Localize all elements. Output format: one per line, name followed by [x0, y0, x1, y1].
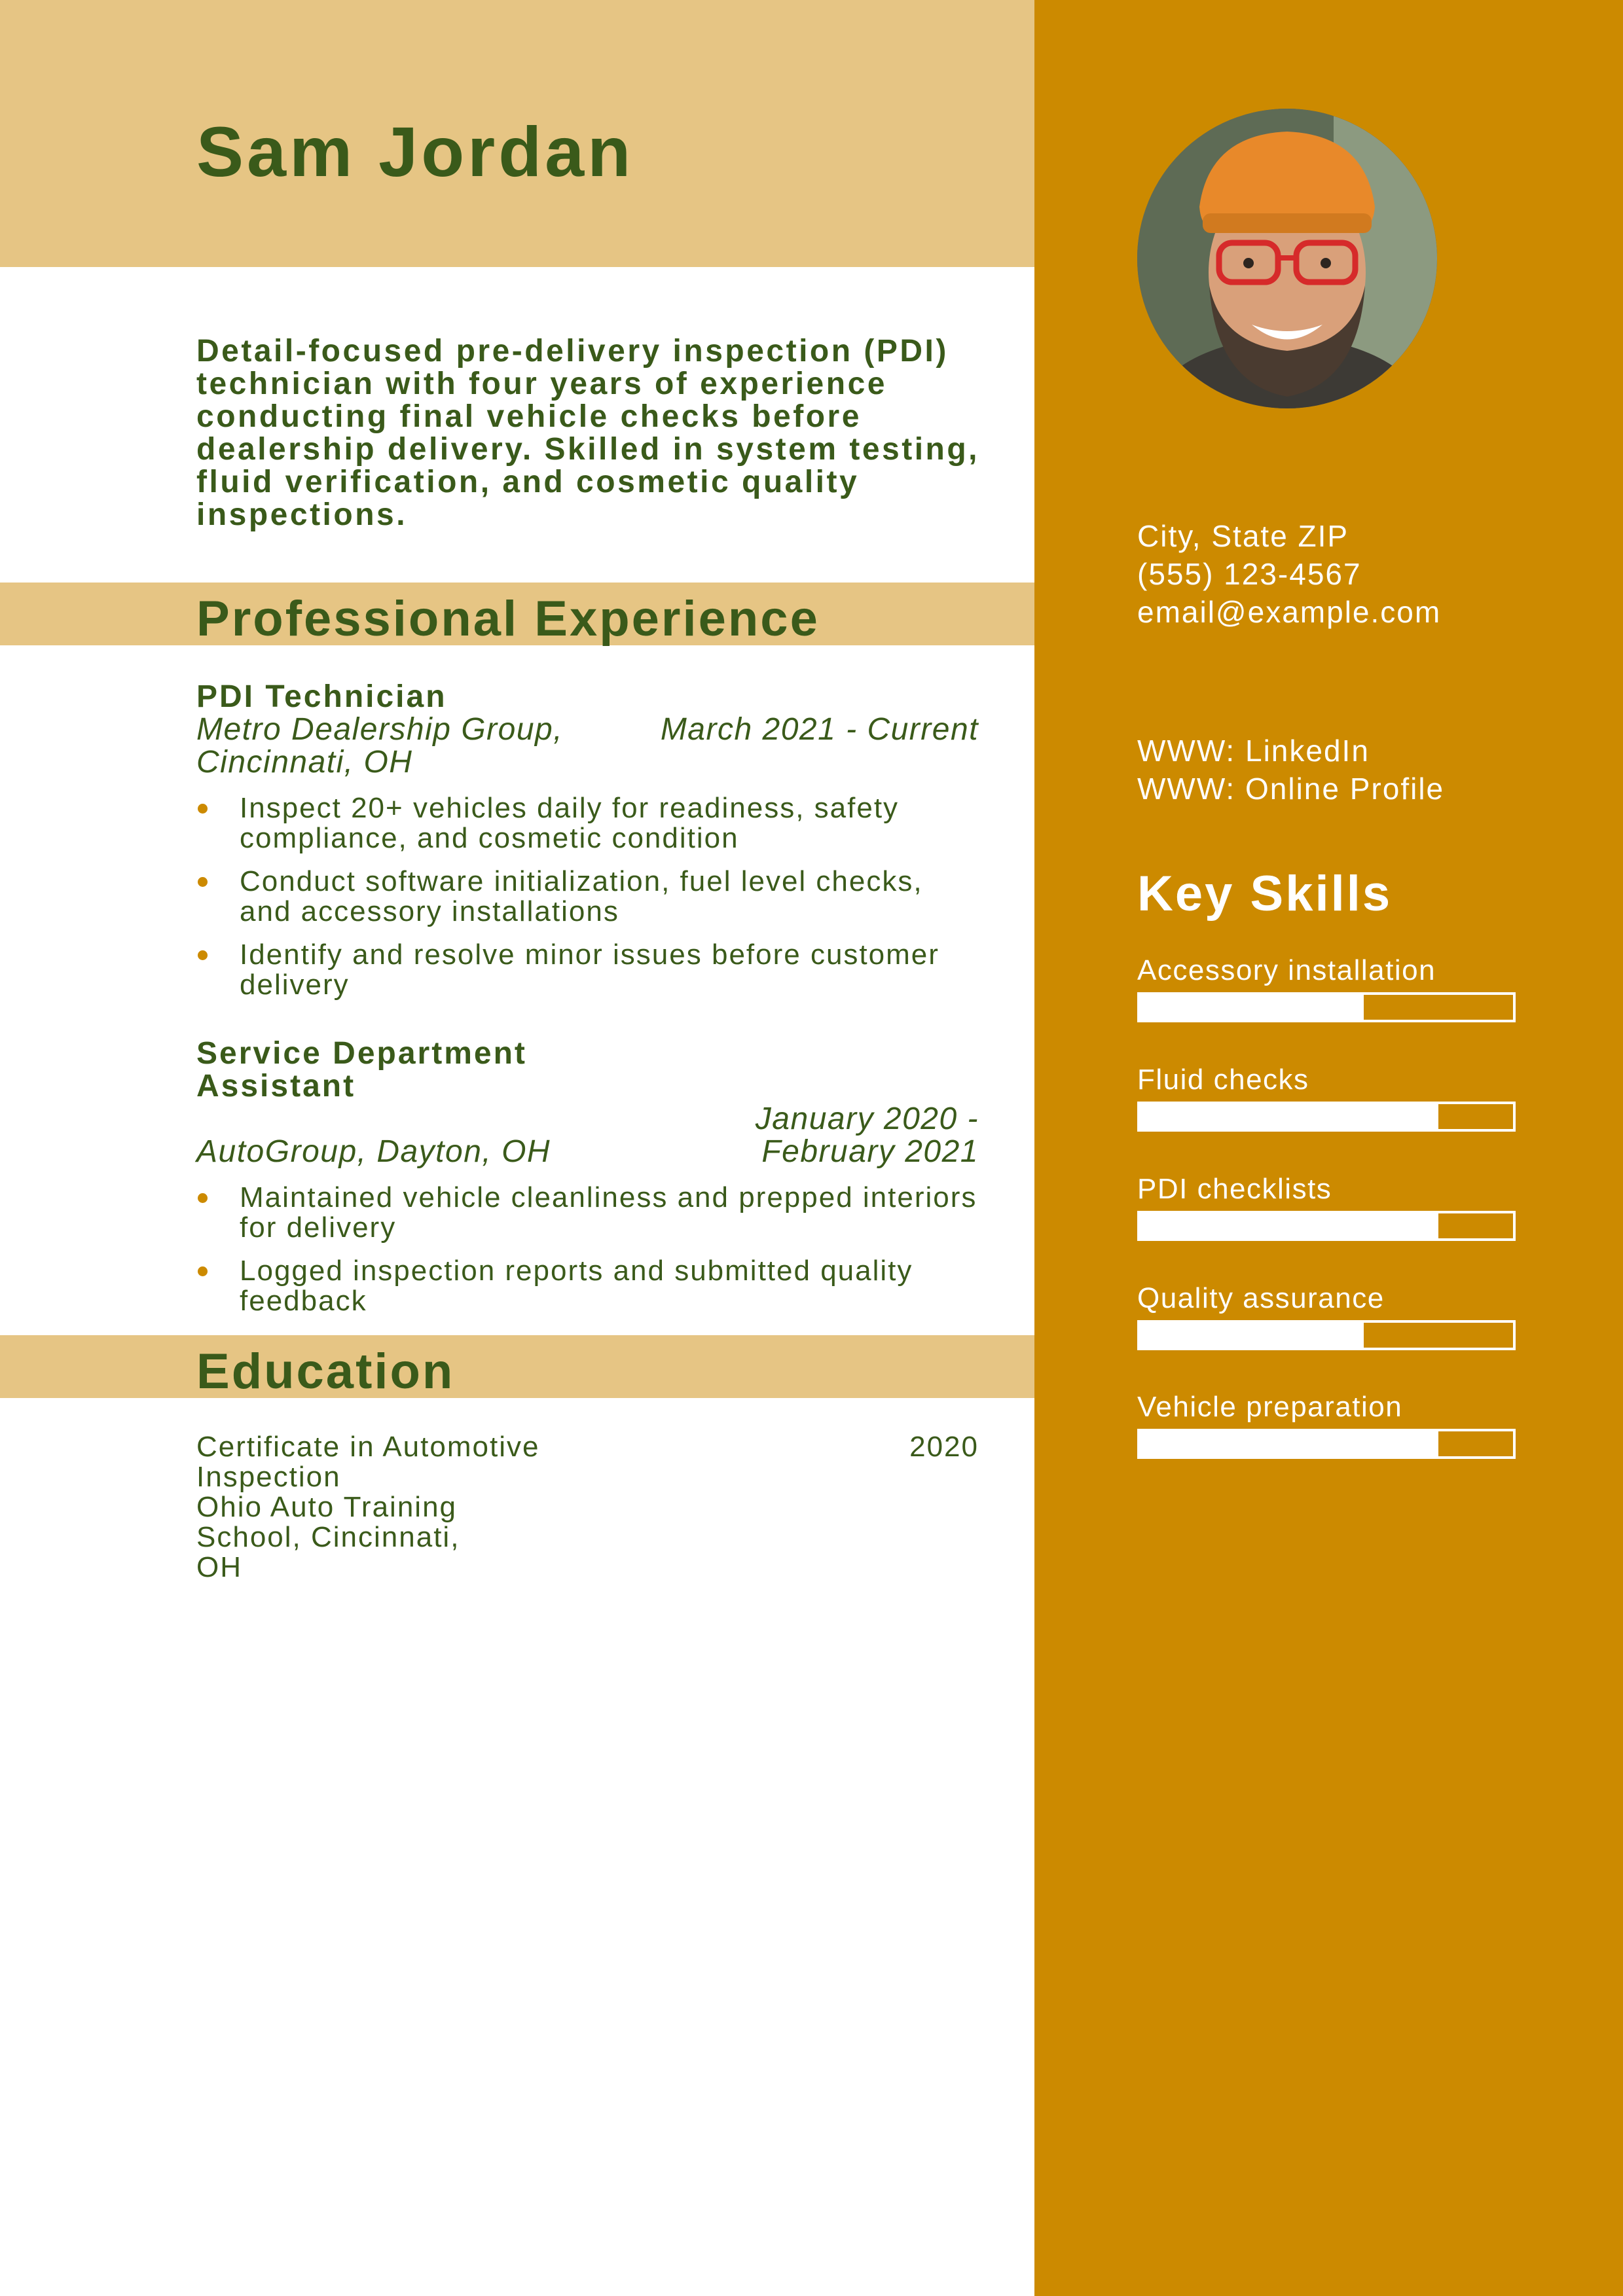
skill-bar: [1137, 1320, 1516, 1350]
skill-label: PDI checklists: [1137, 1173, 1332, 1205]
education-heading: Education: [196, 1344, 455, 1399]
skill-label: Fluid checks: [1137, 1064, 1309, 1096]
summary-text: Detail-focused pre-delivery inspection (PDI) technician with four years of experience conducting final vehicle checks before dealership delivery. Skilled in system testing, fluid verification, and cosmetic quality inspections.: [196, 334, 980, 532]
job-dates: March 2021 - Current: [660, 712, 979, 747]
job-title: PDI Technician: [196, 679, 447, 714]
skill-bar: [1137, 1429, 1516, 1459]
skill-bar-fill: [1140, 995, 1364, 1020]
experience-heading: Professional Experience: [196, 591, 820, 647]
profile-photo: [1137, 109, 1437, 408]
skill-item: [1137, 1391, 1518, 1459]
contact-phone: (555) 123-4567: [1137, 557, 1362, 591]
job-dates: January 2020 - February 2021: [755, 1102, 979, 1169]
skill-item: [1137, 954, 1518, 1022]
contact-block: [1137, 517, 1441, 631]
list-item: Maintained vehicle cleanliness and prepped interiors for delivery: [196, 1183, 979, 1243]
avatar-illustration-icon: [1137, 109, 1437, 408]
bullet-dot-icon: [198, 1266, 208, 1276]
skill-bar: [1137, 1102, 1516, 1132]
job-title: Service Department Assistant: [196, 1036, 527, 1103]
skill-bar: [1137, 992, 1516, 1022]
experience-section-band: [0, 583, 1034, 645]
bullet-dot-icon: [198, 1193, 208, 1203]
list-item: Logged inspection reports and submitted quality feedback: [196, 1256, 979, 1316]
online-profile-link[interactable]: WWW: Online Profile: [1137, 772, 1445, 806]
contact-email[interactable]: email@example.com: [1137, 595, 1442, 629]
skill-bar-fill: [1140, 1104, 1438, 1129]
education-school: Ohio Auto Training School, Cincinnati, OH: [196, 1491, 460, 1583]
skill-bar: [1137, 1211, 1516, 1241]
header-band: [0, 0, 1034, 267]
skill-bar-fill: [1140, 1431, 1438, 1456]
bullet-dot-icon: [198, 950, 208, 960]
job-entry: [196, 681, 979, 1013]
education-entry: [196, 1432, 979, 1583]
skill-label: Vehicle preparation: [1137, 1391, 1403, 1423]
skill-item: [1137, 1064, 1518, 1132]
list-item: Conduct software initialization, fuel level checks, and accessory installations: [196, 867, 979, 927]
job-meta-row: [196, 1070, 979, 1168]
job-employer: AutoGroup, Dayton, OH: [196, 1134, 551, 1169]
job-entry: [196, 1037, 979, 1329]
candidate-name: Sam Jordan: [196, 112, 634, 191]
skills-heading: Key Skills: [1137, 866, 1393, 922]
linkedin-link[interactable]: WWW: LinkedIn: [1137, 734, 1370, 768]
skill-item: [1137, 1173, 1518, 1241]
bullet-dot-icon: [198, 877, 208, 887]
bullet-dot-icon: [198, 804, 208, 814]
skill-label: Quality assurance: [1137, 1282, 1385, 1314]
job-meta-row: [196, 713, 979, 779]
education-section-band: [0, 1335, 1034, 1398]
skill-bar-fill: [1140, 1213, 1438, 1238]
contact-address: City, State ZIP: [1137, 519, 1349, 553]
education-degree: Certificate in Automotive Inspection: [196, 1431, 540, 1493]
education-year: 2020: [909, 1431, 979, 1463]
job-bullets: [196, 793, 979, 1000]
skill-item: [1137, 1282, 1518, 1350]
job-bullets: [196, 1183, 979, 1316]
education-details: [196, 1432, 615, 1583]
skill-label: Accessory installation: [1137, 954, 1436, 986]
list-item: Inspect 20+ vehicles daily for readiness, safety compliance, and cosmetic condition: [196, 793, 979, 853]
links-block: [1137, 732, 1444, 808]
skill-bar-fill: [1140, 1323, 1364, 1348]
job-employer: Metro Dealership Group, Cincinnati, OH: [196, 712, 564, 780]
list-item: Identify and resolve minor issues before customer delivery: [196, 940, 979, 1000]
